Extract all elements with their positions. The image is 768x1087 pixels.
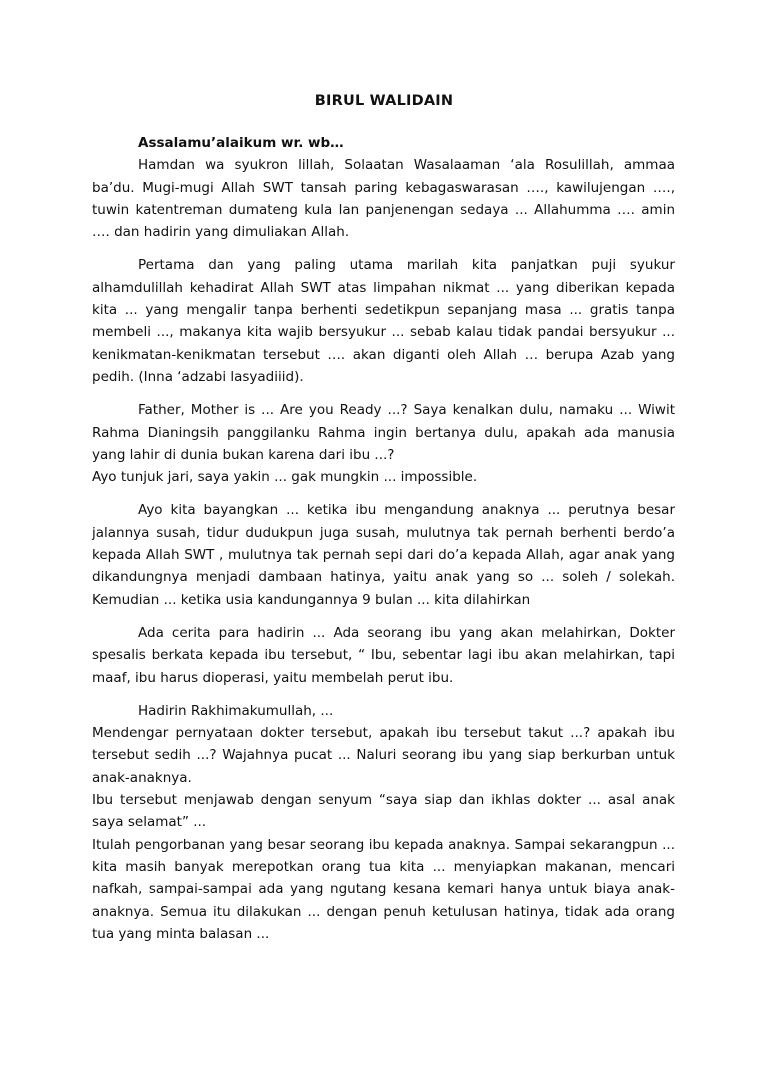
paragraph: Father, Mother is ... Are you Ready ...? Saya kenalkan dulu, namaku ... Wiwit Rahma Dianingsih panggilanku Rahma ingin bertanya dulu, apakah ada manusia yang lahir di dunia bukan karena dari ibu ...? bbox=[92, 402, 675, 463]
paragraph: Ayo tunjuk jari, saya yakin ... gak mungkin ... impossible. bbox=[92, 469, 478, 486]
document-body bbox=[92, 132, 675, 945]
page-title: BIRUL WALIDAIN bbox=[314, 93, 454, 109]
paragraph: Pertama dan yang paling utama marilah kita panjatkan puji syukur alhamdulillah kehadirat Allah SWT atas limpahan nikmat ... yang diberikan kepada kita ... yang mengalir tanpa berhenti sedetikpun sepanjang masa ... gratis tanpa membeli ..., makanya kita wajib bersyukur ... sebab kalau tidak pandai bersyukur ... kenikmatan-kenikmatan tersebut …. akan diganti oleh Allah … berupa Azab yang pedih. (Inna ‘adzabi lasyadiiid). bbox=[92, 257, 675, 385]
paragraph: Assalamu’alaikum wr. wb… bbox=[138, 135, 344, 151]
paragraph: Hamdan wa syukron lillah, Solaatan Wasalaaman ‘ala Rosulillah, ammaa ba’du. Mugi-mugi Allah SWT tansah paring kebagaswarasan …., kawilujengan …., tuwin katentreman dumateng kula lan panjenengan sedaya ... Allahumma …. amin …. dan hadirin yang dimuliakan Allah. bbox=[92, 157, 675, 241]
paragraph: Mendengar pernyataan dokter tersebut, apakah ibu tersebut takut ...? apakah ibu tersebut sedih ...? Wajahnya pucat ... Naluri seorang ibu yang siap berkurban untuk anak-anaknya. bbox=[92, 725, 675, 786]
paragraph: Ada cerita para hadirin ... Ada seorang ibu yang akan melahirkan, Dokter spesalis berkata kepada ibu tersebut, “ Ibu, sebentar lagi ibu akan melahirkan, tapi maaf, ibu harus dioperasi, yaitu membelah perut ibu. bbox=[92, 624, 675, 686]
paragraph: Ayo kita bayangkan ... ketika ibu mengandung anaknya ... perutnya besar jalannya susah, tidur dudukpun juga susah, mulutnya tak pernah berhenti berdo’a kepada Allah SWT , mulutnya tak pernah sepi dari do’a kepada Allah, agar anak yang dikandungnya menjadi dambaan hatinya, yaitu anak yang so ... soleh / solekah. Kemudian ... ketika usia kandungannya 9 bulan ... kita dilahirkan bbox=[92, 502, 675, 608]
paragraph: Ibu tersebut menjawab dengan senyum “saya siap dan ikhlas dokter ... asal anak saya selamat” ... bbox=[92, 792, 675, 831]
paragraph: Hadirin Rakhimakumullah, ... bbox=[138, 702, 334, 719]
paragraph: Itulah pengorbanan yang besar seorang ibu kepada anaknya. Sampai sekarangpun ... kita masih banyak merepotkan orang tua kita ... menyiapkan makanan, mencari nafkah, sampai-sampai ada yang ngutang kesana kemari hanya untuk biaya anak-anaknya. Semua itu dilakukan ... dengan penuh ketulusan hatinya, tidak ada orang tua yang minta balasan ... bbox=[92, 836, 675, 942]
